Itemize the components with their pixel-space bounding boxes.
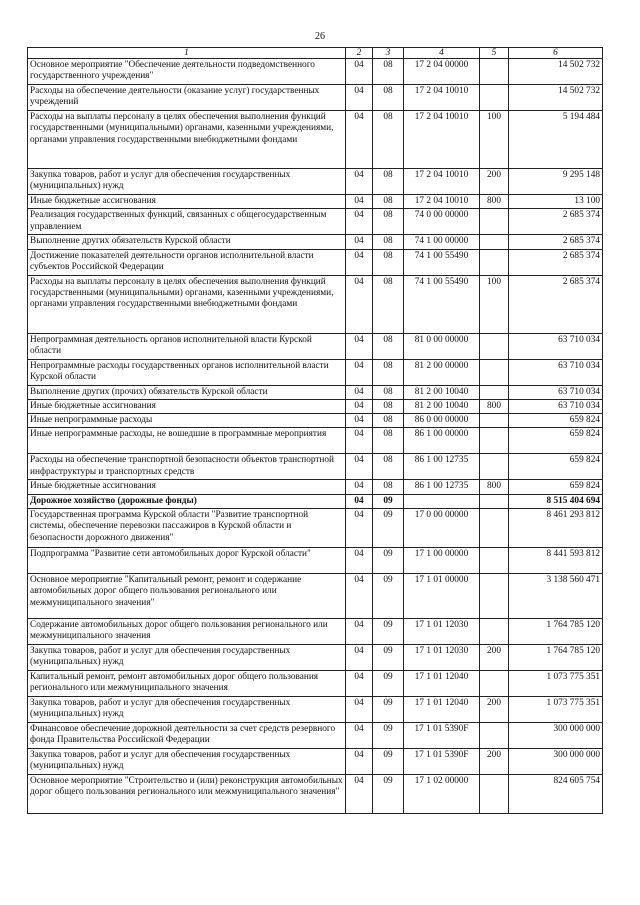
row-section-code: 04 bbox=[346, 111, 373, 169]
row-subsection-code: 08 bbox=[373, 235, 404, 249]
row-target-article: 17 1 01 12040 bbox=[404, 671, 480, 697]
row-subsection-code: 08 bbox=[373, 414, 404, 428]
row-section-code: 04 bbox=[346, 414, 373, 428]
row-subsection-code: 09 bbox=[373, 548, 404, 574]
row-target-article: 17 1 01 12040 bbox=[404, 697, 480, 723]
row-subsection-code: 08 bbox=[373, 195, 404, 209]
row-amount: 13 100 bbox=[509, 195, 603, 209]
table-row bbox=[28, 385, 603, 399]
row-expense-type bbox=[480, 671, 509, 697]
table-row bbox=[28, 494, 603, 508]
row-subsection-code: 09 bbox=[373, 697, 404, 723]
row-subsection-code: 08 bbox=[373, 333, 404, 359]
row-target-article: 81 2 00 10040 bbox=[404, 399, 480, 413]
row-subsection-code: 09 bbox=[373, 671, 404, 697]
row-section-code: 04 bbox=[346, 454, 373, 480]
row-amount: 2 685 374 bbox=[509, 275, 603, 333]
table-row bbox=[28, 195, 603, 209]
row-amount: 8 515 404 694 bbox=[509, 494, 603, 508]
page-number: 26 bbox=[315, 31, 325, 42]
row-target-article bbox=[404, 494, 480, 508]
row-expense-type: 800 bbox=[480, 480, 509, 494]
row-section-code: 04 bbox=[346, 574, 373, 619]
row-amount: 3 138 560 471 bbox=[509, 574, 603, 619]
row-target-article: 86 1 00 12735 bbox=[404, 480, 480, 494]
row-target-article: 74 1 00 55490 bbox=[404, 249, 480, 275]
row-subsection-code: 09 bbox=[373, 574, 404, 619]
row-amount: 1 764 785 120 bbox=[509, 619, 603, 645]
row-expense-type bbox=[480, 333, 509, 359]
row-expense-type bbox=[480, 619, 509, 645]
row-target-article: 17 1 01 5390F bbox=[404, 749, 480, 775]
row-name: Закупка товаров, работ и услуг для обеспечения государственных (муниципальных) нужд bbox=[28, 697, 346, 723]
row-amount: 1 764 785 120 bbox=[509, 645, 603, 671]
row-section-code: 04 bbox=[346, 671, 373, 697]
row-section-code: 04 bbox=[346, 645, 373, 671]
table-row bbox=[28, 775, 603, 814]
row-section-code: 04 bbox=[346, 169, 373, 195]
row-amount: 300 000 000 bbox=[509, 723, 603, 749]
row-expense-type bbox=[480, 385, 509, 399]
row-name: Основное мероприятие "Обеспечение деятельности подведомственного государственного учреждения" bbox=[28, 59, 346, 85]
row-expense-type bbox=[480, 723, 509, 749]
row-name: Расходы на выплаты персоналу в целях обеспечения выполнения функций государственными (муниципальными) органами, казенными учреждениями, органами управления государственными внебюджетными фондами bbox=[28, 111, 346, 169]
row-subsection-code: 08 bbox=[373, 85, 404, 111]
table-row bbox=[28, 249, 603, 275]
row-target-article: 86 1 00 12735 bbox=[404, 454, 480, 480]
table-row bbox=[28, 399, 603, 413]
row-section-code: 04 bbox=[346, 275, 373, 333]
row-target-article: 17 2 04 10010 bbox=[404, 85, 480, 111]
row-subsection-code: 09 bbox=[373, 775, 404, 814]
row-amount: 1 073 775 351 bbox=[509, 671, 603, 697]
row-name: Расходы на обеспечение транспортной безопасности объектов транспортной инфраструктуры и транспортных средств bbox=[28, 454, 346, 480]
row-expense-type: 100 bbox=[480, 275, 509, 333]
row-section-code: 04 bbox=[346, 209, 373, 235]
row-expense-type bbox=[480, 775, 509, 814]
row-amount: 659 824 bbox=[509, 480, 603, 494]
row-target-article: 81 2 00 00000 bbox=[404, 359, 480, 385]
row-name: Иные непрограммные расходы bbox=[28, 414, 346, 428]
row-target-article: 17 2 04 10010 bbox=[404, 195, 480, 209]
table-row bbox=[28, 85, 603, 111]
row-subsection-code: 08 bbox=[373, 59, 404, 85]
row-name: Основное мероприятие "Капитальный ремонт, ремонт и содержание автомобильных дорог общего пользования регионального или межмуниципального значения" bbox=[28, 574, 346, 619]
table-row bbox=[28, 414, 603, 428]
row-section-code: 04 bbox=[346, 749, 373, 775]
row-expense-type: 200 bbox=[480, 645, 509, 671]
row-amount: 5 194 484 bbox=[509, 111, 603, 169]
row-target-article: 17 1 02 00000 bbox=[404, 775, 480, 814]
table-row bbox=[28, 671, 603, 697]
row-name: Реализация государственных функций, связанных с общегосударственным управлением bbox=[28, 209, 346, 235]
row-section-code: 04 bbox=[346, 548, 373, 574]
row-name: Достижение показателей деятельности органов исполнительной власти субъектов Российской Федерации bbox=[28, 249, 346, 275]
row-name: Иные бюджетные ассигнования bbox=[28, 195, 346, 209]
row-section-code: 04 bbox=[346, 235, 373, 249]
col-header-target-article: 4 bbox=[404, 48, 480, 59]
row-expense-type bbox=[480, 209, 509, 235]
row-section-code: 04 bbox=[346, 494, 373, 508]
row-amount: 1 073 775 351 bbox=[509, 697, 603, 723]
row-amount: 300 000 000 bbox=[509, 749, 603, 775]
table-row bbox=[28, 454, 603, 480]
table-row bbox=[28, 333, 603, 359]
row-expense-type: 200 bbox=[480, 749, 509, 775]
col-header-name: 1 bbox=[28, 48, 346, 59]
row-target-article: 17 0 00 00000 bbox=[404, 509, 480, 548]
row-expense-type: 800 bbox=[480, 399, 509, 413]
row-subsection-code: 08 bbox=[373, 169, 404, 195]
row-target-article: 17 1 01 12030 bbox=[404, 619, 480, 645]
table-row bbox=[28, 359, 603, 385]
row-subsection-code: 08 bbox=[373, 359, 404, 385]
col-header-amount: 6 bbox=[509, 48, 603, 59]
table-row bbox=[28, 574, 603, 619]
row-section-code: 04 bbox=[346, 480, 373, 494]
row-subsection-code: 08 bbox=[373, 480, 404, 494]
row-amount: 824 605 754 bbox=[509, 775, 603, 814]
row-target-article: 74 1 00 00000 bbox=[404, 235, 480, 249]
row-target-article: 17 2 04 10010 bbox=[404, 111, 480, 169]
row-section-code: 04 bbox=[346, 399, 373, 413]
table-row bbox=[28, 645, 603, 671]
row-target-article: 17 2 04 00000 bbox=[404, 59, 480, 85]
row-target-article: 74 1 00 55490 bbox=[404, 275, 480, 333]
row-section-code: 04 bbox=[346, 723, 373, 749]
row-subsection-code: 08 bbox=[373, 209, 404, 235]
row-name: Расходы на обеспечение деятельности (оказание услуг) государственных учреждений bbox=[28, 85, 346, 111]
row-expense-type bbox=[480, 359, 509, 385]
row-amount: 63 710 034 bbox=[509, 359, 603, 385]
row-target-article: 86 1 00 00000 bbox=[404, 428, 480, 454]
row-amount: 2 685 374 bbox=[509, 235, 603, 249]
table-row bbox=[28, 169, 603, 195]
row-name: Подпрограмма "Развитие сети автомобильных дорог Курской области" bbox=[28, 548, 346, 574]
row-target-article: 74 0 00 00000 bbox=[404, 209, 480, 235]
row-expense-type: 800 bbox=[480, 195, 509, 209]
row-name: Капитальный ремонт, ремонт автомобильных дорог общего пользования регионального или межмуниципального значения bbox=[28, 671, 346, 697]
row-expense-type bbox=[480, 548, 509, 574]
row-section-code: 04 bbox=[346, 359, 373, 385]
row-subsection-code: 08 bbox=[373, 275, 404, 333]
row-subsection-code: 09 bbox=[373, 509, 404, 548]
row-target-article: 81 2 00 10040 bbox=[404, 385, 480, 399]
row-section-code: 04 bbox=[346, 775, 373, 814]
row-target-article: 17 1 01 5390F bbox=[404, 723, 480, 749]
row-amount: 14 502 732 bbox=[509, 59, 603, 85]
table-row bbox=[28, 111, 603, 169]
row-name: Выполнение других обязательств Курской области bbox=[28, 235, 346, 249]
table-row bbox=[28, 209, 603, 235]
row-subsection-code: 08 bbox=[373, 428, 404, 454]
row-section-code: 04 bbox=[346, 509, 373, 548]
row-name: Выполнение других (прочих) обязательств Курской области bbox=[28, 385, 346, 399]
row-target-article: 17 2 04 10010 bbox=[404, 169, 480, 195]
row-subsection-code: 08 bbox=[373, 111, 404, 169]
row-expense-type bbox=[480, 59, 509, 85]
row-name: Финансовое обеспечение дорожной деятельности за счет средств резервного фонда Правительства Российской Федерации bbox=[28, 723, 346, 749]
table-row bbox=[28, 749, 603, 775]
row-name: Иные бюджетные ассигнования bbox=[28, 399, 346, 413]
row-section-code: 04 bbox=[346, 59, 373, 85]
row-expense-type bbox=[480, 494, 509, 508]
table-row bbox=[28, 275, 603, 333]
row-amount: 63 710 034 bbox=[509, 385, 603, 399]
row-section-code: 04 bbox=[346, 249, 373, 275]
row-subsection-code: 08 bbox=[373, 385, 404, 399]
table-body bbox=[28, 59, 603, 814]
row-name: Непрограммная деятельность органов исполнительной власти Курской области bbox=[28, 333, 346, 359]
row-section-code: 04 bbox=[346, 697, 373, 723]
col-header-subsection: 3 bbox=[373, 48, 404, 59]
row-expense-type bbox=[480, 414, 509, 428]
row-expense-type bbox=[480, 454, 509, 480]
row-subsection-code: 09 bbox=[373, 494, 404, 508]
row-section-code: 04 bbox=[346, 619, 373, 645]
row-amount: 2 685 374 bbox=[509, 209, 603, 235]
row-amount: 659 824 bbox=[509, 428, 603, 454]
row-name: Расходы на выплаты персоналу в целях обеспечения выполнения функций государственными (муниципальными) органами, казенными учреждениями, органами управления государственными внебюджетными фондами bbox=[28, 275, 346, 333]
row-amount: 659 824 bbox=[509, 414, 603, 428]
row-name: Закупка товаров, работ и услуг для обеспечения государственных (муниципальных) нужд bbox=[28, 749, 346, 775]
row-expense-type bbox=[480, 249, 509, 275]
row-section-code: 04 bbox=[346, 428, 373, 454]
row-name: Непрограммные расходы государственных органов исполнительной власти Курской области bbox=[28, 359, 346, 385]
row-name: Закупка товаров, работ и услуг для обеспечения государственных (муниципальных) нужд bbox=[28, 645, 346, 671]
row-target-article: 17 1 01 00000 bbox=[404, 574, 480, 619]
row-section-code: 04 bbox=[346, 385, 373, 399]
table-row bbox=[28, 723, 603, 749]
row-expense-type bbox=[480, 574, 509, 619]
table-row bbox=[28, 480, 603, 494]
row-amount: 2 685 374 bbox=[509, 249, 603, 275]
row-name: Дорожное хозяйство (дорожные фонды) bbox=[28, 494, 346, 508]
table-row bbox=[28, 619, 603, 645]
row-name: Иные бюджетные ассигнования bbox=[28, 480, 346, 494]
row-expense-type bbox=[480, 428, 509, 454]
row-amount: 63 710 034 bbox=[509, 399, 603, 413]
row-amount: 9 295 148 bbox=[509, 169, 603, 195]
table-row bbox=[28, 59, 603, 85]
row-section-code: 04 bbox=[346, 333, 373, 359]
row-expense-type bbox=[480, 235, 509, 249]
row-amount: 8 461 293 812 bbox=[509, 509, 603, 548]
row-name: Закупка товаров, работ и услуг для обеспечения государственных (муниципальных) нужд bbox=[28, 169, 346, 195]
row-expense-type bbox=[480, 85, 509, 111]
col-header-expense-type: 5 bbox=[480, 48, 509, 59]
row-expense-type: 200 bbox=[480, 697, 509, 723]
row-name: Содержание автомобильных дорог общего пользования регионального или межмуниципального значения bbox=[28, 619, 346, 645]
row-subsection-code: 09 bbox=[373, 749, 404, 775]
row-expense-type: 100 bbox=[480, 111, 509, 169]
row-name: Иные непрограммные расходы, не вошедшие в программные мероприятия bbox=[28, 428, 346, 454]
row-expense-type bbox=[480, 509, 509, 548]
row-subsection-code: 08 bbox=[373, 249, 404, 275]
table-row bbox=[28, 428, 603, 454]
row-subsection-code: 08 bbox=[373, 454, 404, 480]
col-header-section: 2 bbox=[346, 48, 373, 59]
table-row bbox=[28, 548, 603, 574]
row-subsection-code: 08 bbox=[373, 399, 404, 413]
row-amount: 8 441 593 812 bbox=[509, 548, 603, 574]
row-expense-type: 200 bbox=[480, 169, 509, 195]
budget-table bbox=[27, 47, 603, 814]
row-section-code: 04 bbox=[346, 195, 373, 209]
row-section-code: 04 bbox=[346, 85, 373, 111]
table-row bbox=[28, 697, 603, 723]
row-target-article: 81 0 00 00000 bbox=[404, 333, 480, 359]
row-subsection-code: 09 bbox=[373, 619, 404, 645]
row-subsection-code: 09 bbox=[373, 723, 404, 749]
row-amount: 659 824 bbox=[509, 454, 603, 480]
row-amount: 63 710 034 bbox=[509, 333, 603, 359]
row-subsection-code: 09 bbox=[373, 645, 404, 671]
row-target-article: 17 1 00 00000 bbox=[404, 548, 480, 574]
table-header-row bbox=[28, 48, 603, 59]
row-name: Государственная программа Курской области "Развитие транспортной системы, обеспечение перевозки пассажиров в Курской области и безопасности дорожного движения" bbox=[28, 509, 346, 548]
row-target-article: 86 0 00 00000 bbox=[404, 414, 480, 428]
table-row bbox=[28, 235, 603, 249]
row-name: Основное мероприятие "Строительство и (или) реконструкция автомобильных дорог общего пользования регионального или межмуниципального значения" bbox=[28, 775, 346, 814]
row-amount: 14 502 732 bbox=[509, 85, 603, 111]
row-target-article: 17 1 01 12030 bbox=[404, 645, 480, 671]
table-row bbox=[28, 509, 603, 548]
